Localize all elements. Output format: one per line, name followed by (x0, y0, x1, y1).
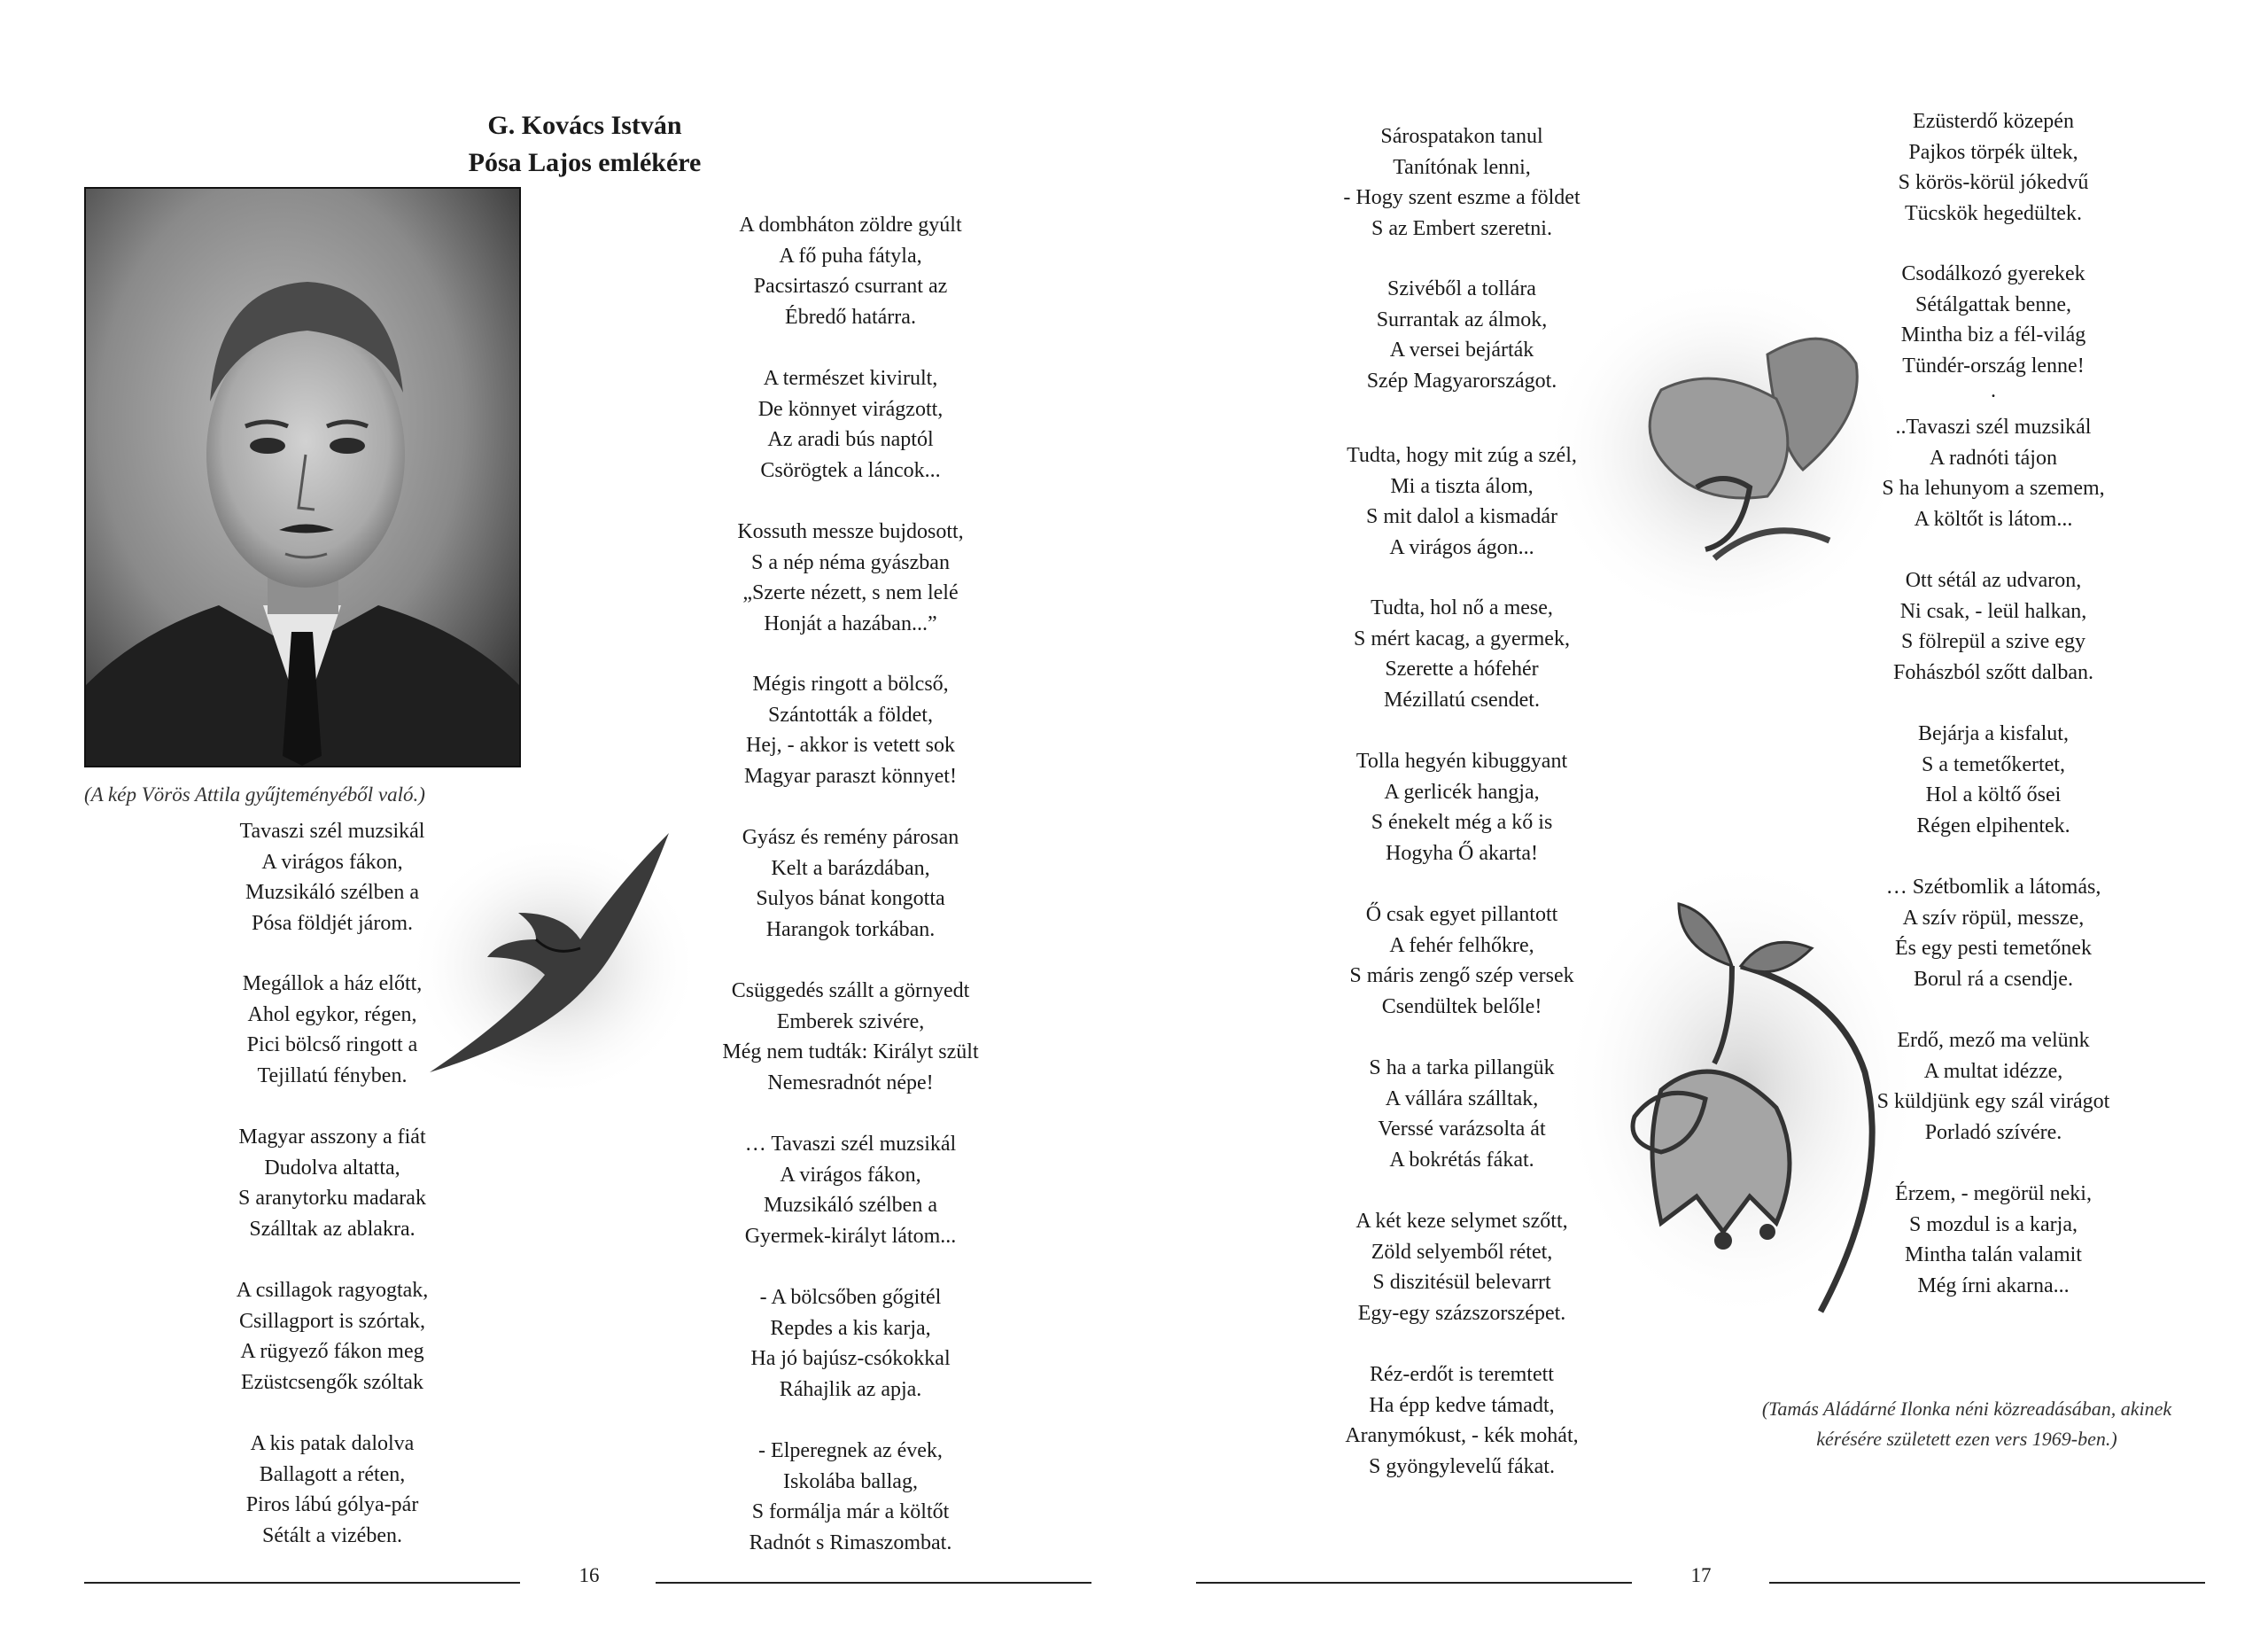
verse-line: Ott sétál az udvaron, (1905, 569, 2082, 592)
verse-line: Fohászból szőtt dalban. (1893, 660, 2093, 684)
verse-line: A virágos fákon, (261, 850, 403, 874)
author-name: G. Kovács István (487, 111, 682, 140)
verse-line: Gyermek-királyt látom... (744, 1224, 957, 1248)
stanza (1285, 899, 1639, 1022)
verse-line: A versei bejárták (1389, 339, 1534, 362)
verse-line: ..Tavaszi szél muzsikál (1895, 416, 2092, 439)
verse-line: S máris zengő szép versek (1349, 964, 1574, 987)
verse-line: Borul rá a csendje. (1914, 967, 2073, 991)
verse-line: Ezüstcsengők szóltak (241, 1370, 423, 1394)
verse-line: Ő csak egyet pillantott (1365, 903, 1558, 926)
verse-line: S a nép néma gyászban (751, 550, 950, 574)
footer-rule (1769, 1582, 2205, 1584)
verse-line: Szántották a földet, (768, 703, 933, 727)
stanza (673, 822, 1028, 945)
verse-line: Tündér-ország lenne! (1902, 354, 2085, 378)
stanza (673, 210, 1028, 332)
source-note-line: kérésére született ezen vers 1969-ben.) (1816, 1428, 2117, 1450)
stanza (173, 1429, 492, 1551)
source-note-line: (Tamás Aládárné Ilonka néni közreadásában, akinek (1761, 1398, 2172, 1420)
verse-line: Nemesradnót népe! (767, 1071, 934, 1094)
stanza (1816, 259, 2171, 401)
verse-line: … Szétbomlik a látomás, (1885, 876, 2101, 899)
verse-line: S a temetőkertet, (1922, 752, 2065, 776)
verse-line: Régen elpihentek. (1916, 814, 2070, 837)
verse-line: S fölrepül a szive egy (1901, 630, 2085, 653)
verse-line: A kis patak dalolva (250, 1432, 415, 1455)
verse-line: Még nem tudták: Királyt szült (722, 1040, 979, 1063)
photo-caption: (A kép Vörös Attila gyűjteményéből való.) (84, 783, 425, 806)
verse-line: Sétált a vizében. (262, 1523, 402, 1547)
portrait-photo-graphic (86, 189, 519, 766)
verse-line: Muzsikáló szélben a (245, 881, 419, 904)
verse-line: Gyász és remény párosan (742, 826, 959, 849)
stanza (1816, 565, 2171, 688)
verse-line: Radnót s Rimaszombat. (749, 1530, 952, 1554)
footer-rule (84, 1582, 520, 1584)
verse-line: Aranymókust, - kék mohát, (1345, 1424, 1579, 1447)
verse-line: Mégis ringott a bölcső, (752, 673, 949, 696)
page-number: 16 (579, 1564, 600, 1586)
poem-title: Pósa Lajos emlékére (468, 148, 702, 177)
verse-line: S formálja már a költőt (751, 1500, 950, 1523)
verse-line: - Elperegnek az évek, (758, 1439, 943, 1462)
verse-line: S diszitésül belevarrt (1372, 1271, 1551, 1294)
verse-line: Harangok torkában. (765, 917, 936, 941)
verse-line: Csüggedés szállt a görnyedt (731, 979, 970, 1002)
verse-line: S mit dalol a kismadár (1366, 505, 1557, 528)
verse-line: S körös-körül jókedvű (1898, 171, 2089, 194)
verse-line: Verssé varázsolta át (1378, 1118, 1546, 1141)
stanza (673, 1282, 1028, 1405)
portrait-photo (84, 187, 521, 767)
verse-line: Sulyos bánat kongotta (756, 887, 945, 910)
footer-rule (1196, 1582, 1632, 1584)
verse-line: Ahol egykor, régen, (247, 1002, 417, 1026)
stanza (673, 976, 1028, 1098)
verse-line: Ha jó bajúsz-csókokkal (750, 1347, 951, 1370)
verse-line: Zöld selyemből rétet, (1371, 1240, 1553, 1264)
stanza (673, 363, 1028, 486)
verse-line: A fehér felhőkre, (1389, 933, 1534, 957)
verse-line: Ráhajlik az apja. (779, 1377, 922, 1401)
verse-line: S küldjünk egy szál virágot (1876, 1090, 2110, 1113)
verse-line: A radnóti tájon (1930, 446, 2057, 470)
verse-line: A fő puha fátyla, (779, 244, 922, 268)
verse-dot: . (1991, 379, 1996, 402)
stanza (173, 1122, 492, 1244)
stanza (673, 1436, 1028, 1558)
verse-line: Pacsirtaszó csurrant az (753, 275, 948, 298)
verse-line: A multat idézze, (1923, 1059, 2063, 1083)
verse-line: Pajkos törpék ültek, (1908, 140, 2078, 164)
verse-line: A szív röpül, messze, (1902, 906, 2085, 930)
verse-line: Erdő, mező ma velünk (1897, 1029, 2090, 1052)
stanza (1816, 872, 2171, 994)
verse-line: S az Embert szeretni. (1371, 216, 1552, 240)
stanza (1285, 593, 1639, 715)
stanza (1816, 1179, 2171, 1301)
verse-line: S ha a tarka pillangük (1369, 1056, 1555, 1079)
verse-line: Csodálkozó gyerekek (1901, 262, 2085, 285)
verse-line: Kelt a barázdában, (771, 856, 930, 880)
verse-line: Hogyha Ő akarta! (1386, 841, 1538, 865)
verse-line: Ballagott a réten, (259, 1462, 406, 1486)
verse-line: Ezüsterdő közepén (1913, 110, 2074, 133)
verse-line: Porladó szívére. (1924, 1120, 2062, 1144)
verse-line: Hej, - akkor is vetett sok (746, 734, 955, 757)
verse-line: Kossuth messze bujdosott, (737, 520, 964, 543)
verse-line: - A bölcsőben gőgitél (759, 1286, 942, 1309)
verse-line: Mi a tiszta álom, (1390, 474, 1534, 498)
stanza (673, 517, 1028, 639)
verse-line: Magyar asszony a fiát (238, 1125, 426, 1149)
verse-line: Pici bölcső ringott a (246, 1033, 418, 1056)
stanza (673, 669, 1028, 791)
verse-line: Muzsikáló szélben a (764, 1194, 937, 1217)
verse-line: Szép Magyarországot. (1366, 369, 1557, 393)
verse-line: Piros lábú gólya-pár (245, 1493, 419, 1516)
stanza (1816, 412, 2171, 534)
verse-line: Tudta, hogy mit zúg a szél, (1347, 444, 1577, 467)
verse-line: A virágos fákon, (780, 1163, 921, 1187)
verse-line: Szerette a hófehér (1385, 658, 1539, 681)
verse-line: S mért kacag, a gyermek, (1354, 627, 1570, 650)
stanza (673, 1129, 1028, 1251)
verse-line: A természet kivirult, (763, 367, 938, 390)
verse-line: Magyar paraszt könnyet! (744, 764, 957, 788)
stanza (173, 969, 492, 1091)
verse-line: Mézillatú csendet. (1384, 688, 1540, 712)
stanza (1816, 1025, 2171, 1148)
verse-line: Megállok a ház előtt, (242, 972, 423, 995)
verse-line: A csillagok ragyogtak, (236, 1279, 429, 1302)
verse-line: Szálltak az ablakra. (249, 1217, 416, 1241)
verse-line: Mintha talán valamit (1905, 1243, 2082, 1266)
stanza (1285, 121, 1639, 244)
verse-line: Tejillatú fényben. (257, 1063, 408, 1087)
verse-line: A bokrétás fákat. (1389, 1148, 1534, 1172)
verse-line: De könnyet virágzott, (757, 397, 944, 421)
stanza (173, 816, 492, 938)
stanza (1285, 1359, 1639, 1482)
verse-line: A vállára szálltak, (1385, 1086, 1539, 1110)
stanza (1285, 1206, 1639, 1328)
verse-line: Sétálgattak benne, (1915, 292, 2071, 316)
verse-line: És egy pesti temetőnek (1895, 937, 2092, 960)
footer-rule (656, 1582, 1091, 1584)
verse-line: Tudta, hol nő a mese, (1371, 596, 1553, 619)
verse-line: Csendültek belőle! (1381, 994, 1542, 1018)
page-number: 17 (1690, 1564, 1712, 1586)
verse-line: Emberek szivére, (776, 1009, 925, 1033)
verse-line: Mintha biz a fél-világ (1900, 323, 2086, 347)
verse-line: Honját a hazában...” (764, 611, 937, 635)
stanza (1816, 719, 2171, 841)
verse-line: Iskolába ballag, (783, 1469, 918, 1493)
verse-line: Egy-egy százszorszépet. (1357, 1301, 1566, 1325)
verse-line: Repdes a kis karja, (770, 1316, 931, 1340)
verse-line: Tücskök hegedültek. (1905, 201, 2082, 225)
stanza (1285, 440, 1639, 563)
verse-line: Ébredő határra. (785, 305, 916, 329)
verse-line: A virágos ágon... (1389, 535, 1534, 559)
right-page (1134, 0, 2268, 1651)
verse-line: S énekelt még a kő is (1371, 811, 1553, 834)
verse-line: S aranytorku madarak (238, 1187, 426, 1210)
verse-line: Hol a költő ősei (1925, 783, 2062, 806)
verse-line: A gerlicék hangja, (1384, 780, 1540, 804)
verse-line: Surrantak az álmok, (1376, 308, 1548, 331)
verse-line: Szivéből a tollára (1387, 277, 1536, 300)
verse-line: Sárospatakon tanul (1380, 125, 1543, 148)
verse-line: Ha épp kedve támadt, (1369, 1393, 1555, 1417)
verse-line: Réz-erdőt is teremtett (1370, 1363, 1554, 1386)
verse-line: - Hogy szent eszme a földet (1343, 186, 1581, 209)
verse-line: A rügyező fákon meg (240, 1340, 424, 1363)
verse-line: … Tavaszi szél muzsikál (744, 1133, 957, 1156)
verse-line: S gyöngylevelű fákat. (1369, 1454, 1555, 1478)
stanza (1285, 1053, 1639, 1175)
stanza (173, 1275, 492, 1398)
verse-line: S mozdul is a karja, (1909, 1212, 2078, 1236)
source-note (1719, 1394, 2215, 1454)
verse-line: Bejárja a kisfalut, (1918, 722, 2069, 745)
verse-line: „Szerte nézett, s nem lelé (742, 581, 959, 604)
verse-line: A dombháton zöldre gyúlt (739, 214, 962, 237)
verse-line: A költőt is látom... (1914, 507, 2073, 531)
verse-line: Csörögtek a láncok... (760, 458, 941, 482)
verse-line: Tolla hegyén kibuggyant (1355, 750, 1568, 773)
stanza (1285, 274, 1639, 396)
verse-line: Érzem, - megörül neki, (1895, 1182, 2092, 1205)
verse-line: Ni csak, - leül halkan, (1899, 599, 2087, 623)
verse-line: Csillagport is szórtak, (239, 1309, 425, 1333)
verse-line: Dudolva altatta, (264, 1156, 400, 1180)
verse-line: S ha lehunyom a szemem, (1882, 477, 2105, 500)
verse-line: A két keze selymet szőtt, (1355, 1210, 1568, 1233)
stanza (1285, 746, 1639, 868)
verse-line: Tanítónak lenni, (1393, 155, 1531, 179)
verse-line: Pósa földjét járom. (252, 911, 413, 935)
verse-line: Még írni akarna... (1917, 1273, 2070, 1297)
verse-line: Az aradi bús naptól (767, 428, 934, 451)
stanza (1816, 106, 2171, 229)
verse-line: Tavaszi szél muzsikál (239, 820, 425, 843)
